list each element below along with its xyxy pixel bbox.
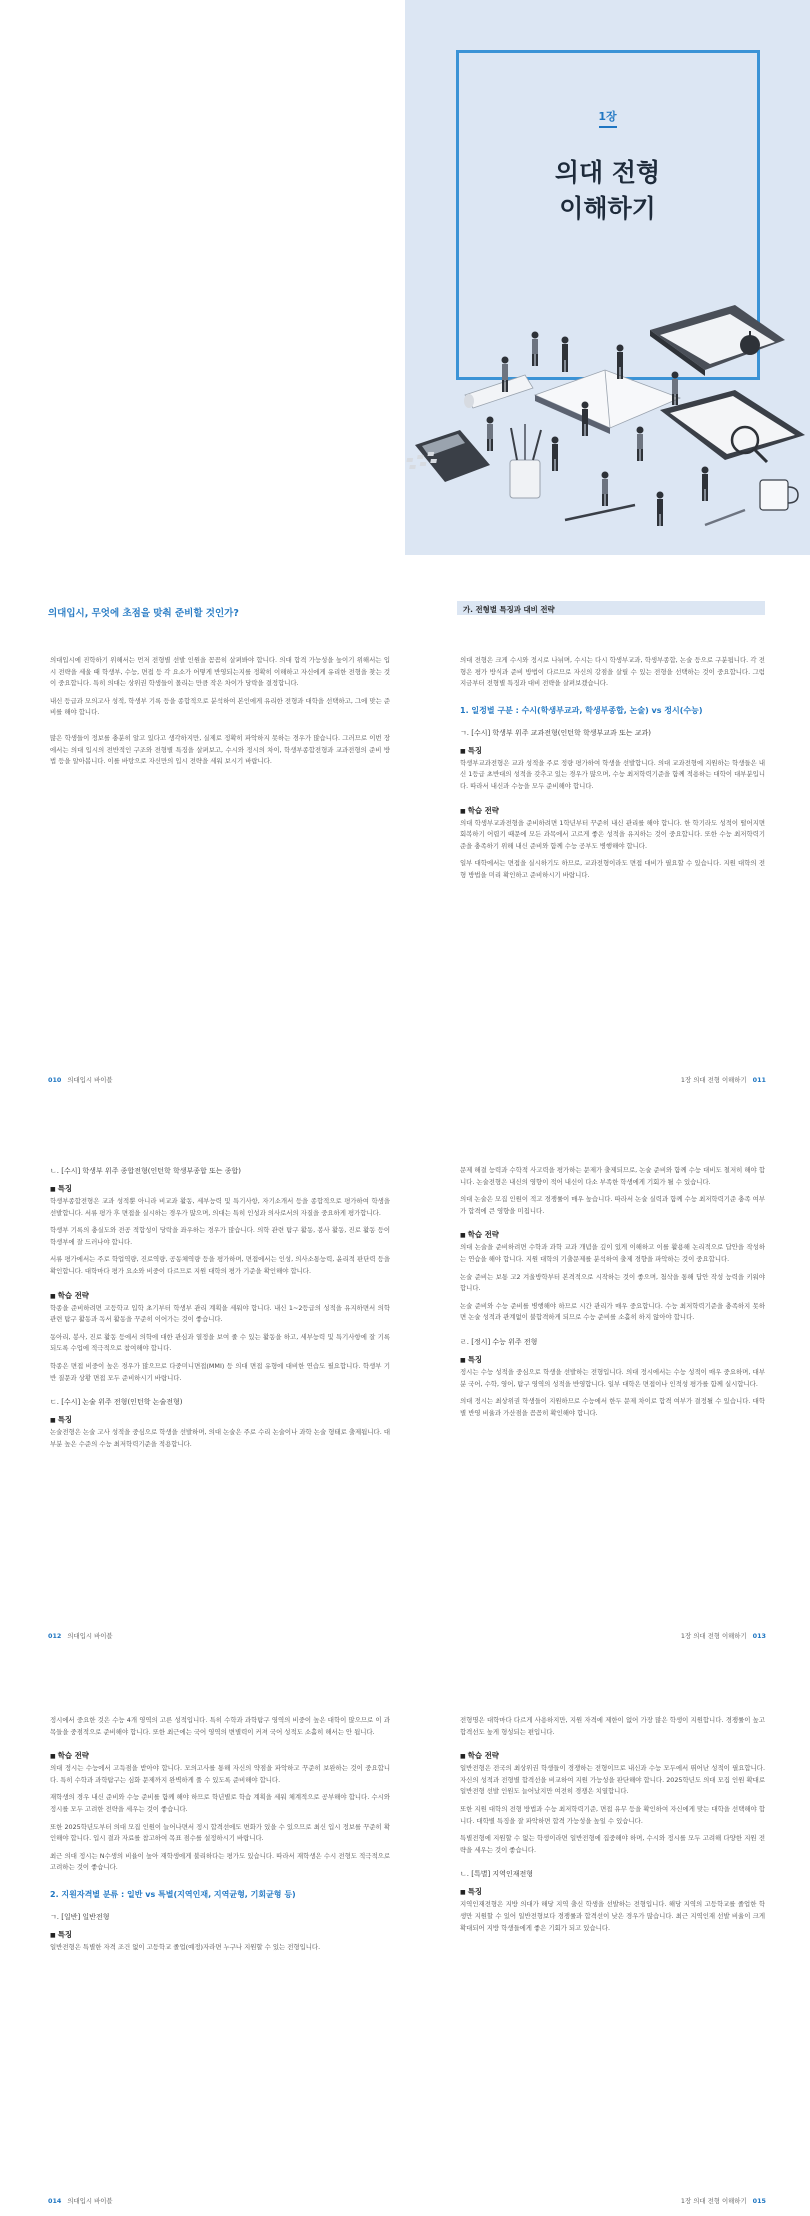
cover-title-line2: 이해하기 — [559, 194, 656, 223]
left-column — [50, 655, 390, 768]
paragraph: 논술 준비와 수능 준비를 병행해야 하므로 시간 관리가 매우 중요합니다. 수능 최저학력기준을 충족하지 못하면 논술 성적과 관계없이 불합격하게 되므로 수능 준비를 소홀히 하지 않아야 합니다. — [460, 1301, 765, 1322]
chapter-name: 1장 의대 전형 이해하기 — [680, 1632, 747, 1640]
subsection-title: ㄴ. [수시] 학생부 위주 종합전형(인턴학 학생부종합 또는 종합) — [50, 1167, 242, 1175]
paragraph: 전형명은 대학마다 다르게 사용하지만, 지원 자격에 제한이 없어 가장 많은 학생이 지원합니다. 경쟁률이 높고 합격선도 높게 형성되는 편입니다. — [460, 1716, 765, 1736]
subsection-title: ㄱ. [일반] 일반전형 — [50, 1912, 110, 1921]
paragraph: 의대 논술을 준비하려면 수학과 과학 교과 개념을 깊이 있게 이해하고 이를 활용해 논리적으로 답안을 작성하는 연습을 해야 합니다. 지원 대학의 기출문제를 분석하여 출제 경향을 파악하는 것이 중요합니다. — [460, 1243, 765, 1263]
paragraph: 학생부 기록의 충실도와 전공 적합성이 당락을 좌우하는 경우가 많습니다. 의학 관련 탐구 활동, 봉사 활동, 진로 활동 등이 학생부에 잘 드러나야 합니다. — [50, 1226, 390, 1246]
paragraph: 일부 대학에서는 면접을 실시하기도 하므로, 교과전형이라도 면접 대비가 필요할 수 있습니다. 지원 대학의 전형 방법을 미리 확인하고 준비하시기 바랍니다. — [460, 859, 765, 879]
spread-012-013 — [0, 1135, 810, 1655]
bullet-heading: ■ 특징 — [50, 1414, 390, 1427]
paragraph: 학종은 면접 비중이 높은 경우가 많으므로 다중미니면접(MMI) 등 의대 면접 유형에 대비한 연습도 필요합니다. 학생부 기반 질문과 상황 면접 모두 준비하시기 바랍니다. — [50, 1361, 390, 1382]
cover-title-line1: 의대 전형 — [554, 158, 661, 187]
chapter-label-underline — [599, 126, 617, 128]
subsection-title: ㄷ. [수시] 논술 위주 전형(인턴학 논술전형) — [50, 1398, 183, 1407]
paragraph: 학종을 준비하려면 고등학교 입학 초기부터 학생부 관리 계획을 세워야 합니다. 내신 1~2등급의 성적을 유지하면서 의학 관련 탐구 활동과 독서 활동을 꾸준히 이어가는 것이 좋습니다. — [50, 1303, 390, 1324]
chapter-name: 1장 의대 전형 이해하기 — [680, 2197, 747, 2205]
paragraph: 정시는 수능 성적을 중심으로 학생을 선발하는 전형입니다. 의대 정시에서는 수능 성적이 매우 중요하며, 대부분 국어, 수학, 영어, 탐구 영역의 성적을 반영합니다. 일부 대학은 면접이나 인적성 평가를 함께 실시합니다. — [460, 1367, 765, 1388]
page-number: 011 — [752, 1076, 766, 1084]
page-footer-left — [48, 1075, 113, 1084]
right-column — [460, 1165, 765, 1419]
book-title: 의대입시 바이블 — [67, 2197, 113, 2205]
section-title: 2. 지원자격별 분류 : 일반 vs 특별(지역인재, 지역균형, 기회균형 등) — [50, 1889, 296, 1899]
subsection-title: ㄴ. [특별] 지역인재전형 — [460, 1870, 533, 1879]
left-column — [50, 1165, 390, 1450]
page-footer-right — [681, 1631, 766, 1640]
bullet-heading: ■ 학습 전략 — [460, 1750, 765, 1763]
chapter-name: 1장 의대 전형 이해하기 — [680, 1076, 747, 1084]
bullet-heading: ■ 학습 전략 — [50, 1750, 390, 1763]
bullet-heading: ■ 학습 전략 — [50, 1290, 390, 1303]
paragraph: 특별전형에 지원할 수 없는 학생이라면 일반전형에 집중해야 하며, 수시와 정시를 모두 고려해 다양한 지원 전략을 세우는 것이 좋습니다. — [460, 1834, 765, 1854]
bullet-heading: ■ 학습 전략 — [460, 1229, 765, 1242]
paragraph: 많은 학생들이 정보를 충분히 알고 있다고 생각하지만, 실제로 정확히 파악하지 못하는 경우가 많습니다. 그러므로 이번 장에서는 의대 입시의 전반적인 구조와 전형별 특징을 살펴보고, 수시와 정시의 차이, 학생부종합전형과 교과전형의 준비 방법 등을 알아봅니다. 이를 바탕으로 자신만의 입시 전략을 세워 보시기 바랍니다. — [50, 733, 390, 766]
paragraph: 논술 준비는 보통 고2 겨울방학부터 본격적으로 시작하는 것이 좋으며, 첨삭을 통해 답안 작성 능력을 키워야 합니다. — [460, 1272, 765, 1293]
paragraph: 의대 학생부교과전형을 준비하려면 1학년부터 꾸준히 내신 관리를 해야 합니다. 한 학기라도 성적이 떨어지면 회복하기 어렵기 때문에 모든 과목에서 고르게 좋은 성적을 유지하는 것이 중요합니다. 또한 수능 최저학력기준을 충족하기 위해 내신 준비와 함께 수능 공부도 병행해야 합니다. — [460, 818, 765, 850]
section-title: 1. 일정별 구분 : 수시(학생부교과, 학생부종합, 논술) vs 정시(수능) — [460, 705, 703, 715]
paragraph: 최근 의대 정시는 N수생의 비율이 높아 재학생에게 불리하다는 평가도 있습니다. 따라서 재학생은 수시 전형도 적극적으로 고려하는 것이 좋습니다. — [50, 1851, 390, 1872]
paragraph: 또한 지원 대학의 전형 방법과 수능 최저학력기준, 면접 유무 등을 확인하여 자신에게 맞는 대학을 선택해야 합니다. 대학별 특징을 잘 파악하면 합격 가능성을 높일 수 있습니다. — [460, 1804, 765, 1825]
bullet-heading: ■ 학습 전략 — [460, 805, 765, 818]
paragraph: 내신 등급과 모의고사 성적, 학생부 기록 등을 종합적으로 분석하여 본인에게 유리한 전형과 대학을 선택하고, 그에 맞는 준비를 해야 합니다. — [50, 696, 390, 717]
bullet-heading: ■ 특징 — [50, 1929, 390, 1942]
subsection-title: ㄹ. [정시] 수능 위주 전형 — [460, 1337, 538, 1346]
page-number: 013 — [752, 1632, 766, 1640]
left-column — [50, 1715, 390, 1954]
paragraph: 의대 정시는 수능에서 고득점을 받아야 합니다. 모의고사를 통해 자신의 약점을 파악하고 꾸준히 보완하는 것이 중요합니다. 특히 수학과 과학탐구는 심화 문제까지 완벽하게 풀 수 있도록 준비해야 합니다. — [50, 1764, 390, 1784]
paragraph: 의대 논술은 모집 인원이 적고 경쟁률이 매우 높습니다. 따라서 논술 실력과 함께 수능 최저학력기준 충족 여부가 합격에 큰 영향을 미칩니다. — [460, 1195, 765, 1215]
page-footer-left — [48, 2196, 113, 2205]
page-footer-left — [48, 1631, 113, 1640]
paragraph: 의대 정시는 최상위권 학생들이 지원하므로 수능에서 한두 문제 차이로 합격 여부가 결정될 수 있습니다. 대학별 반영 비율과 가산점을 꼼꼼히 확인해야 합니다. — [460, 1397, 765, 1417]
page-number: 014 — [48, 2197, 62, 2205]
chapter-label: 1장 — [598, 110, 617, 123]
right-heading: 가. 전형별 특징과 대비 전략 — [463, 605, 555, 614]
bullet-heading: ■ 특징 — [50, 1183, 390, 1196]
bullet-heading: ■ 특징 — [460, 1354, 765, 1367]
paragraph: 일반전형은 전국의 최상위권 학생들이 경쟁하는 전형이므로 내신과 수능 모두에서 뛰어난 성적이 필요합니다. 자신의 성적과 전형별 합격선을 비교하여 지원 가능성을 판단해야 합니다. 2025학년도 의대 모집 인원 확대로 일반전형 선발 인원도 늘어났지만 여전히 경쟁은 치열합니다. — [460, 1764, 765, 1796]
paragraph: 또한 2025학년도부터 의대 모집 인원이 늘어나면서 정시 합격선에도 변화가 있을 수 있으므로 최신 입시 정보를 꾸준히 확인해야 합니다. 입시 결과 자료를 참고하여 목표 점수를 설정하시기 바랍니다. — [50, 1822, 390, 1843]
paragraph: 일반전형은 특별한 자격 조건 없이 고등학교 졸업(예정)자라면 누구나 지원할 수 있는 전형입니다. — [50, 1942, 321, 1951]
paragraph: 학생부종합전형은 교과 성적뿐 아니라 비교과 활동, 세부능력 및 특기사항, 자기소개서 등을 종합적으로 평가하여 학생을 선발합니다. 서류 평가 후 면접을 실시하는 경우가 많으며, 의대는 특히 인성과 의사로서의 자질을 중요하게 평가합니다. — [50, 1197, 390, 1217]
page-number: 010 — [48, 1076, 62, 1084]
page-number: 015 — [752, 2197, 766, 2205]
subsection-title: ㄱ. [수시] 학생부 위주 교과전형(인턴학 학생부교과 또는 교과) — [460, 728, 652, 737]
paragraph: 서류 평가에서는 주로 학업역량, 진로역량, 공동체역량 등을 평가하며, 면접에서는 인성, 의사소통능력, 윤리적 판단력 등을 확인합니다. 대학마다 평가 요소와 비중이 다르므로 지원 대학의 평가 기준을 확인해야 합니다. — [50, 1255, 390, 1275]
bullet-heading: ■ 특징 — [460, 1886, 765, 1899]
left-heading: 의대입시, 무엇에 초점을 맞춰 준비할 것인가? — [48, 608, 239, 619]
paragraph: 동아리, 봉사, 진로 활동 등에서 의학에 대한 관심과 열정을 보여 줄 수 있는 활동을 하고, 세부능력 및 특기사항에 잘 기록되도록 수업에 적극적으로 참여해야 합니다. — [50, 1332, 390, 1353]
page-footer-right — [681, 2196, 766, 2205]
paragraph: 문제 해결 능력과 수학적 사고력을 평가하는 문제가 출제되므로, 논술 준비와 함께 수능 대비도 철저히 해야 합니다. 논술전형은 내신의 영향이 적어 내신이 다소 부족한 학생에게 기회가 될 수 있습니다. — [460, 1166, 765, 1186]
page-number: 012 — [48, 1632, 62, 1640]
paragraph: 의대입시에 진학하기 위해서는 먼저 전형별 선발 인원을 꼼꼼히 살펴봐야 합니다. 의대 합격 가능성을 높이기 위해서는 입시 전략을 세울 때 학생부, 수능, 면접 등 각 요소가 어떻게 반영되는지를 정확히 이해하고 자신에게 유리한 전형을 찾는 것이 중요합니다. 특히 의대는 상위권 학생들이 몰리는 만큼 작은 차이가 당락을 결정합니다. — [50, 656, 390, 688]
paragraph: 의대 전형은 크게 수시와 정시로 나뉘며, 수시는 다시 학생부교과, 학생부종합, 논술 등으로 구분됩니다. 각 전형은 평가 방식과 준비 방법이 다르므로 자신의 강점을 살릴 수 있는 전형을 선택하는 것이 중요합니다. 그럼 지금부터 전형별 특징과 대비 전략을 살펴보겠습니다. — [460, 656, 765, 688]
book-title: 의대입시 바이블 — [67, 1632, 113, 1640]
paragraph: 재학생의 경우 내신 준비와 수능 준비를 함께 해야 하므로 학년별로 학습 계획을 세워 체계적으로 공부해야 합니다. 수시와 정시를 모두 고려한 전략을 세우는 것이 좋습니다. — [50, 1793, 390, 1813]
book-title: 의대입시 바이블 — [67, 1076, 113, 1084]
cover-page — [0, 0, 810, 555]
paragraph: 지역인재전형은 지방 의대가 해당 지역 출신 학생을 선발하는 전형입니다. 해당 지역의 고등학교를 졸업한 학생만 지원할 수 있어 일반전형보다 경쟁률과 합격선이 낮은 경우가 많습니다. 최근 지역인재 선발 비율이 크게 확대되어 지방 학생들에게 좋은 기회가 되고 있습니다. — [460, 1900, 765, 1932]
spread-010-011 — [0, 575, 810, 1095]
paragraph: 정시에서 중요한 것은 수능 4개 영역의 고른 성적입니다. 특히 수학과 과학탐구 영역의 비중이 높은 대학이 많으므로 이 과목들을 중점적으로 준비해야 합니다. 또한 최근에는 국어 영역의 변별력이 커져 국어 성적도 소홀히 해서는 안 됩니다. — [50, 1716, 390, 1736]
bullet-heading: ■ 특징 — [460, 745, 765, 758]
paragraph: 논술전형은 논술 고사 성적을 중심으로 학생을 선발하며, 의대 논술은 주로 수리 논술이나 과학 논술 형태로 출제됩니다. 대부분 높은 수준의 수능 최저학력기준을 적용합니다. — [50, 1428, 390, 1448]
right-column — [460, 1715, 765, 1934]
paragraph: 학생부교과전형은 교과 성적을 주로 정량 평가하여 학생을 선발합니다. 의대 교과전형에 지원하는 학생들은 내신 1등급 초반대의 성적을 갖추고 있는 경우가 많으며, 수능 최저학력기준을 함께 적용하는 대학이 대부분입니다. 따라서 내신과 수능을 모두 준비해야 합니다. — [460, 758, 765, 790]
page-footer-right — [681, 1075, 766, 1084]
cover-panel — [405, 0, 810, 555]
spread-014-015 — [0, 1690, 810, 2216]
right-column — [460, 655, 765, 882]
cover-illustration — [405, 300, 810, 540]
